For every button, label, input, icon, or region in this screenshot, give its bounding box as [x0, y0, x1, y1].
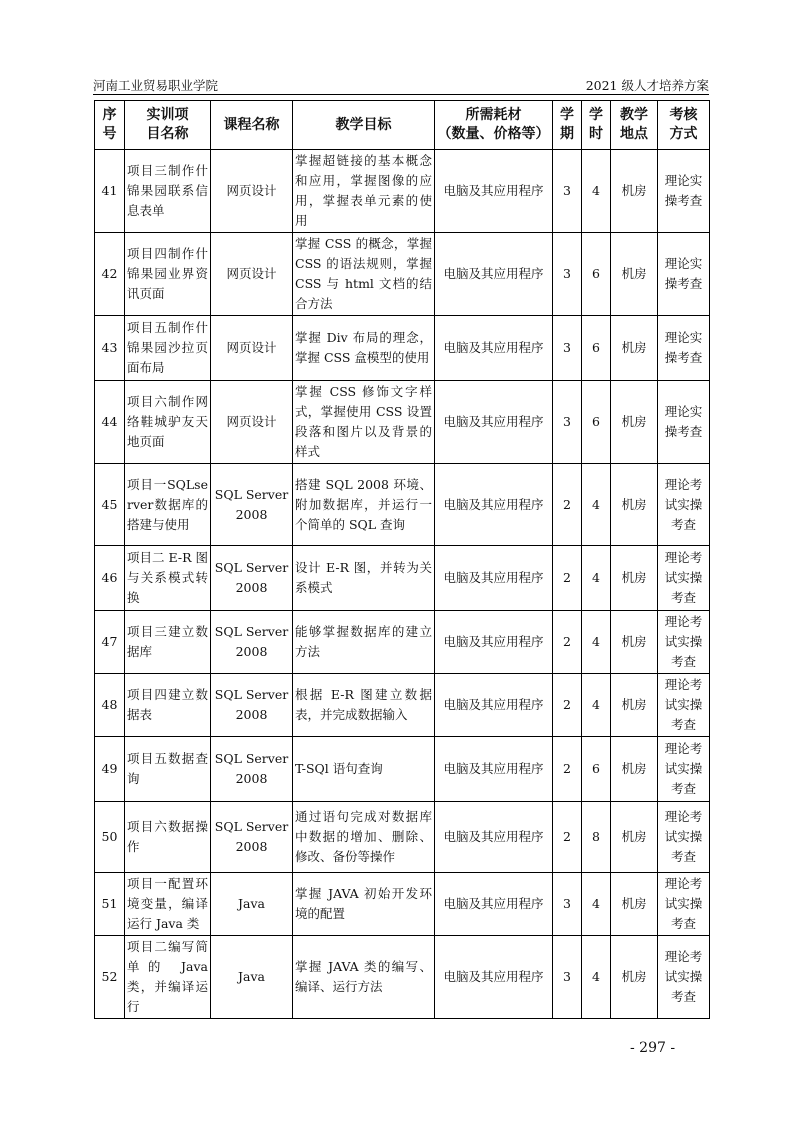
row-course-name: SQL Server 2008: [211, 737, 293, 802]
row-materials: 电脑及其应用程序: [435, 674, 553, 737]
row-teaching-goal: 掌握超链接的基本概念和应用，掌握图像的应用，掌握表单元素的使用: [293, 150, 435, 233]
row-term: 3: [553, 873, 582, 936]
plan-title: 2021 级人才培养方案: [585, 78, 709, 93]
table-row: [95, 546, 710, 611]
row-no: 44: [95, 381, 125, 464]
table-row: [95, 873, 710, 936]
row-term: 2: [553, 546, 582, 611]
row-no: 50: [95, 802, 125, 873]
row-location: 机房: [611, 316, 658, 381]
table-row: [95, 381, 710, 464]
row-course-name: Java: [211, 873, 293, 936]
row-materials: 电脑及其应用程序: [435, 464, 553, 546]
row-hours: 4: [582, 674, 611, 737]
row-term: 2: [553, 611, 582, 674]
row-assessment: 理论实操考查: [658, 233, 710, 316]
col-header-materials: 所需耗材 （数量、价格等）: [435, 101, 553, 150]
row-assessment: 理论考试实操考查: [658, 873, 710, 936]
row-course-name: SQL Server 2008: [211, 611, 293, 674]
row-location: 机房: [611, 802, 658, 873]
row-hours: 6: [582, 381, 611, 464]
row-course-name: 网页设计: [211, 381, 293, 464]
row-hours: 4: [582, 936, 611, 1019]
table-header-row: [95, 101, 710, 150]
row-project-name: 项目一SQLserver数据库的搭建与使用: [125, 464, 211, 546]
table-row: [95, 611, 710, 674]
row-course-name: 网页设计: [211, 233, 293, 316]
row-location: 机房: [611, 873, 658, 936]
col-header-course: 课程名称: [211, 101, 293, 150]
row-materials: 电脑及其应用程序: [435, 611, 553, 674]
col-header-assessment: 考核 方式: [658, 101, 710, 150]
row-no: 49: [95, 737, 125, 802]
row-assessment: 理论考试实操考查: [658, 737, 710, 802]
row-hours: 4: [582, 150, 611, 233]
row-project-name: 项目六制作网络鞋城驴友天地页面: [125, 381, 211, 464]
row-materials: 电脑及其应用程序: [435, 316, 553, 381]
row-project-name: 项目二编写简单的 Java 类，并编译运行: [125, 936, 211, 1019]
row-term: 3: [553, 936, 582, 1019]
row-term: 2: [553, 674, 582, 737]
row-materials: 电脑及其应用程序: [435, 233, 553, 316]
row-location: 机房: [611, 381, 658, 464]
row-hours: 8: [582, 802, 611, 873]
row-term: 3: [553, 150, 582, 233]
row-no: 42: [95, 233, 125, 316]
row-assessment: 理论考试实操考查: [658, 546, 710, 611]
row-hours: 6: [582, 737, 611, 802]
row-location: 机房: [611, 546, 658, 611]
col-header-hours: 学 时: [582, 101, 611, 150]
row-assessment: 理论实操考查: [658, 316, 710, 381]
row-no: 41: [95, 150, 125, 233]
table-row: [95, 464, 710, 546]
row-teaching-goal: 搭建 SQL 2008 环境、附加数据库，并运行一个简单的 SQL 查询: [293, 464, 435, 546]
row-materials: 电脑及其应用程序: [435, 381, 553, 464]
row-assessment: 理论考试实操考查: [658, 464, 710, 546]
row-course-name: Java: [211, 936, 293, 1019]
row-project-name: 项目五数据查询: [125, 737, 211, 802]
row-teaching-goal: 掌握 CSS 的概念，掌握 CSS 的语法规则，掌握 CSS 与 html 文档的结合方法: [293, 233, 435, 316]
row-project-name: 项目三制作什锦果园联系信息表单: [125, 150, 211, 233]
row-term: 3: [553, 233, 582, 316]
row-no: 43: [95, 316, 125, 381]
row-project-name: 项目四建立数据表: [125, 674, 211, 737]
row-assessment: 理论实操考查: [658, 150, 710, 233]
row-course-name: 网页设计: [211, 150, 293, 233]
row-teaching-goal: 能够掌握数据库的建立方法: [293, 611, 435, 674]
row-hours: 6: [582, 233, 611, 316]
table-row: [95, 316, 710, 381]
row-course-name: SQL Server 2008: [211, 802, 293, 873]
row-course-name: SQL Server 2008: [211, 674, 293, 737]
row-course-name: SQL Server 2008: [211, 464, 293, 546]
row-location: 机房: [611, 150, 658, 233]
page-number: - 297 -: [630, 1040, 676, 1056]
table-row: [95, 802, 710, 873]
row-course-name: 网页设计: [211, 316, 293, 381]
row-location: 机房: [611, 674, 658, 737]
row-location: 机房: [611, 611, 658, 674]
row-term: 2: [553, 737, 582, 802]
col-header-no: 序 号: [95, 101, 125, 150]
row-no: 46: [95, 546, 125, 611]
row-assessment: 理论考试实操考查: [658, 674, 710, 737]
row-hours: 4: [582, 546, 611, 611]
row-no: 51: [95, 873, 125, 936]
row-teaching-goal: T-SQl 语句查询: [293, 737, 435, 802]
row-materials: 电脑及其应用程序: [435, 546, 553, 611]
school-name: 河南工业贸易职业学院: [93, 78, 219, 93]
row-term: 2: [553, 464, 582, 546]
col-header-location: 教学 地点: [611, 101, 658, 150]
row-teaching-goal: 掌握 JAVA 初始开发环境的配置: [293, 873, 435, 936]
row-no: 47: [95, 611, 125, 674]
row-assessment: 理论实操考查: [658, 381, 710, 464]
row-no: 45: [95, 464, 125, 546]
row-teaching-goal: 通过语句完成对数据库中数据的增加、删除、修改、备份等操作: [293, 802, 435, 873]
row-location: 机房: [611, 233, 658, 316]
row-materials: 电脑及其应用程序: [435, 936, 553, 1019]
row-no: 52: [95, 936, 125, 1019]
row-teaching-goal: 掌握 Div 布局的理念，掌握 CSS 盒模型的使用: [293, 316, 435, 381]
table-row: [95, 150, 710, 233]
row-term: 3: [553, 316, 582, 381]
row-project-name: 项目六数据操作: [125, 802, 211, 873]
row-hours: 6: [582, 316, 611, 381]
row-assessment: 理论考试实操考查: [658, 611, 710, 674]
row-project-name: 项目五制作什锦果园沙拉页面布局: [125, 316, 211, 381]
table-row: [95, 737, 710, 802]
row-location: 机房: [611, 737, 658, 802]
row-course-name: SQL Server 2008: [211, 546, 293, 611]
training-projects-table: [94, 100, 710, 1019]
row-term: 2: [553, 802, 582, 873]
row-project-name: 项目一配置环境变量，编译运行 Java 类: [125, 873, 211, 936]
row-project-name: 项目四制作什锦果园业界资讯页面: [125, 233, 211, 316]
row-hours: 4: [582, 873, 611, 936]
table-row: [95, 674, 710, 737]
row-teaching-goal: 根据 E-R 图建立数据表，并完成数据输入: [293, 674, 435, 737]
row-project-name: 项目二 E-R 图与关系模式转换: [125, 546, 211, 611]
col-header-goal: 教学目标: [293, 101, 435, 150]
row-term: 3: [553, 381, 582, 464]
row-assessment: 理论考试实操考查: [658, 936, 710, 1019]
row-materials: 电脑及其应用程序: [435, 737, 553, 802]
table-row: [95, 936, 710, 1019]
row-teaching-goal: 设计 E-R 图，并转为关系模式: [293, 546, 435, 611]
row-no: 48: [95, 674, 125, 737]
row-location: 机房: [611, 464, 658, 546]
col-header-project: 实训项 目名称: [125, 101, 211, 150]
row-hours: 4: [582, 611, 611, 674]
table-row: [95, 233, 710, 316]
row-teaching-goal: 掌握 CSS 修饰文字样式，掌握使用 CSS 设置段落和图片以及背景的样式: [293, 381, 435, 464]
row-materials: 电脑及其应用程序: [435, 802, 553, 873]
col-header-term: 学 期: [553, 101, 582, 150]
row-assessment: 理论考试实操考查: [658, 802, 710, 873]
row-location: 机房: [611, 936, 658, 1019]
page-header: [93, 76, 709, 95]
row-teaching-goal: 掌握 JAVA 类的编写、编译、运行方法: [293, 936, 435, 1019]
row-hours: 4: [582, 464, 611, 546]
row-materials: 电脑及其应用程序: [435, 873, 553, 936]
row-materials: 电脑及其应用程序: [435, 150, 553, 233]
row-project-name: 项目三建立数据库: [125, 611, 211, 674]
